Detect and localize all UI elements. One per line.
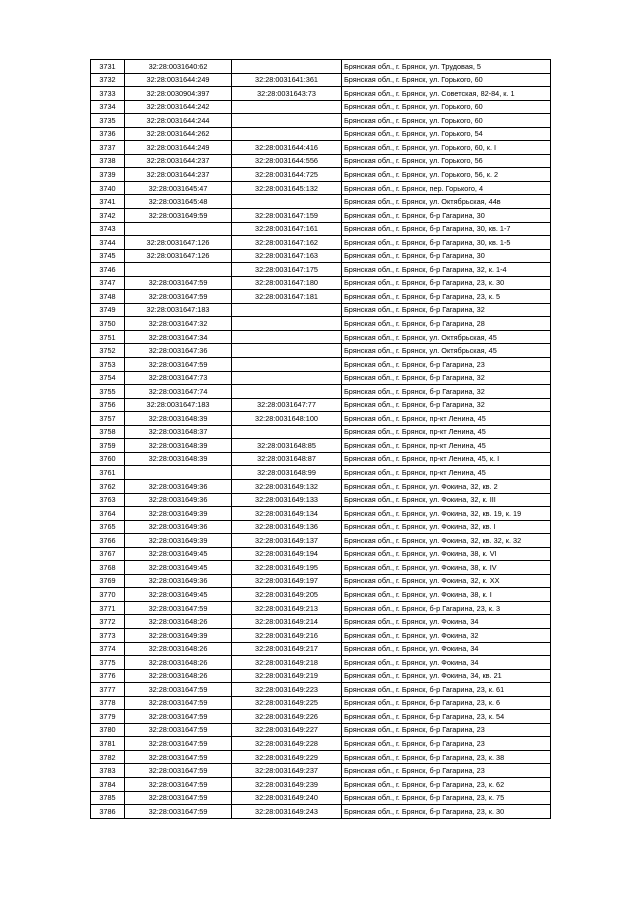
object-cadastral-number-cell	[232, 371, 342, 385]
parcel-cadastral-number-cell: 32:28:0031647:59	[125, 276, 232, 290]
table-row	[91, 73, 551, 87]
row-number-cell: 3765	[91, 520, 125, 534]
table-row	[91, 330, 551, 344]
object-cadastral-number-cell: 32:28:0031648:87	[232, 452, 342, 466]
address-cell: Брянская обл., г. Брянск, ул. Горького, 56	[342, 154, 551, 168]
address-cell: Брянская обл., г. Брянск, б-р Гагарина, 30, кв. 1-7	[342, 222, 551, 236]
address-cell: Брянская обл., г. Брянск, ул. Фокина, 32, к. XX	[342, 574, 551, 588]
row-number-cell: 3785	[91, 791, 125, 805]
parcel-cadastral-number-cell: 32:28:0031647:59	[125, 777, 232, 791]
row-number-cell: 3756	[91, 398, 125, 412]
object-cadastral-number-cell	[232, 127, 342, 141]
object-cadastral-number-cell: 32:28:0031649:136	[232, 520, 342, 534]
parcel-cadastral-number-cell: 32:28:0031648:26	[125, 669, 232, 683]
address-cell: Брянская обл., г. Брянск, б-р Гагарина, 23, к. 30	[342, 276, 551, 290]
row-number-cell: 3776	[91, 669, 125, 683]
parcel-cadastral-number-cell: 32:28:0031644:249	[125, 141, 232, 155]
parcel-cadastral-number-cell: 32:28:0031647:59	[125, 710, 232, 724]
parcel-cadastral-number-cell: 32:28:0031647:32	[125, 317, 232, 331]
row-number-cell: 3747	[91, 276, 125, 290]
parcel-cadastral-number-cell: 32:28:0031647:59	[125, 696, 232, 710]
address-cell: Брянская обл., г. Брянск, ул. Фокина, 34	[342, 615, 551, 629]
address-cell: Брянская обл., г. Брянск, б-р Гагарина, 23, к. 5	[342, 290, 551, 304]
row-number-cell: 3754	[91, 371, 125, 385]
parcel-cadastral-number-cell: 32:28:0030904:397	[125, 87, 232, 101]
row-number-cell: 3782	[91, 750, 125, 764]
object-cadastral-number-cell	[232, 100, 342, 114]
table-row	[91, 127, 551, 141]
parcel-cadastral-number-cell: 32:28:0031647:34	[125, 330, 232, 344]
table-row	[91, 805, 551, 819]
object-cadastral-number-cell: 32:28:0031649:237	[232, 764, 342, 778]
object-cadastral-number-cell: 32:28:0031645:132	[232, 181, 342, 195]
parcel-cadastral-number-cell: 32:28:0031647:126	[125, 236, 232, 250]
table-row	[91, 168, 551, 182]
row-number-cell: 3769	[91, 574, 125, 588]
table-row	[91, 236, 551, 250]
object-cadastral-number-cell: 32:28:0031649:217	[232, 642, 342, 656]
parcel-cadastral-number-cell: 32:28:0031644:237	[125, 168, 232, 182]
address-cell: Брянская обл., г. Брянск, б-р Гагарина, 23	[342, 737, 551, 751]
row-number-cell: 3761	[91, 466, 125, 480]
object-cadastral-number-cell: 32:28:0031649:137	[232, 534, 342, 548]
table-row	[91, 317, 551, 331]
object-cadastral-number-cell: 32:28:0031647:77	[232, 398, 342, 412]
table-row	[91, 737, 551, 751]
table-row	[91, 249, 551, 263]
parcel-cadastral-number-cell: 32:28:0031647:74	[125, 385, 232, 399]
address-cell: Брянская обл., г. Брянск, ул. Горького, 60	[342, 73, 551, 87]
parcel-cadastral-number-cell: 32:28:0031647:59	[125, 805, 232, 819]
object-cadastral-number-cell: 32:28:0031649:223	[232, 683, 342, 697]
address-cell: Брянская обл., г. Брянск, ул. Горького, 60	[342, 114, 551, 128]
table-row	[91, 425, 551, 439]
table-row	[91, 195, 551, 209]
object-cadastral-number-cell: 32:28:0031649:239	[232, 777, 342, 791]
object-cadastral-number-cell: 32:28:0031649:194	[232, 547, 342, 561]
table-row	[91, 628, 551, 642]
parcel-cadastral-number-cell: 32:28:0031649:59	[125, 209, 232, 223]
row-number-cell: 3750	[91, 317, 125, 331]
object-cadastral-number-cell	[232, 385, 342, 399]
object-cadastral-number-cell: 32:28:0031647:180	[232, 276, 342, 290]
parcel-cadastral-number-cell: 32:28:0031648:26	[125, 656, 232, 670]
parcel-cadastral-number-cell: 32:28:0031649:36	[125, 574, 232, 588]
object-cadastral-number-cell	[232, 60, 342, 74]
address-cell: Брянская обл., г. Брянск, пр-кт Ленина, 45	[342, 425, 551, 439]
table-row	[91, 520, 551, 534]
address-cell: Брянская обл., г. Брянск, б-р Гагарина, 23, к. 3	[342, 601, 551, 615]
table-row	[91, 750, 551, 764]
parcel-cadastral-number-cell: 32:28:0031647:183	[125, 398, 232, 412]
row-number-cell: 3783	[91, 764, 125, 778]
object-cadastral-number-cell: 32:28:0031647:161	[232, 222, 342, 236]
parcel-cadastral-number-cell: 32:28:0031649:36	[125, 479, 232, 493]
address-cell: Брянская обл., г. Брянск, б-р Гагарина, 23	[342, 764, 551, 778]
row-number-cell: 3758	[91, 425, 125, 439]
parcel-cadastral-number-cell: 32:28:0031647:59	[125, 737, 232, 751]
table-row	[91, 791, 551, 805]
address-cell: Брянская обл., г. Брянск, ул. Трудовая, 5	[342, 60, 551, 74]
table-row	[91, 398, 551, 412]
object-cadastral-number-cell: 32:28:0031649:132	[232, 479, 342, 493]
parcel-cadastral-number-cell: 32:28:0031644:262	[125, 127, 232, 141]
row-number-cell: 3781	[91, 737, 125, 751]
address-cell: Брянская обл., г. Брянск, б-р Гагарина, 32	[342, 385, 551, 399]
parcel-cadastral-number-cell: 32:28:0031644:242	[125, 100, 232, 114]
table-row	[91, 87, 551, 101]
row-number-cell: 3768	[91, 561, 125, 575]
address-cell: Брянская обл., г. Брянск, ул. Фокина, 38, к. IV	[342, 561, 551, 575]
parcel-cadastral-number-cell: 32:28:0031640:62	[125, 60, 232, 74]
row-number-cell: 3778	[91, 696, 125, 710]
object-cadastral-number-cell: 32:28:0031649:218	[232, 656, 342, 670]
address-cell: Брянская обл., г. Брянск, б-р Гагарина, 23, к. 75	[342, 791, 551, 805]
row-number-cell: 3742	[91, 209, 125, 223]
row-number-cell: 3746	[91, 263, 125, 277]
address-cell: Брянская обл., г. Брянск, б-р Гагарина, 30	[342, 249, 551, 263]
address-cell: Брянская обл., г. Брянск, ул. Фокина, 32, кв. I	[342, 520, 551, 534]
table-row	[91, 507, 551, 521]
object-cadastral-number-cell	[232, 330, 342, 344]
row-number-cell: 3731	[91, 60, 125, 74]
table-row	[91, 154, 551, 168]
parcel-cadastral-number-cell: 32:28:0031644:249	[125, 73, 232, 87]
parcel-cadastral-number-cell: 32:28:0031644:244	[125, 114, 232, 128]
object-cadastral-number-cell: 32:28:0031644:556	[232, 154, 342, 168]
address-cell: Брянская обл., г. Брянск, б-р Гагарина, 23	[342, 723, 551, 737]
object-cadastral-number-cell: 32:28:0031647:163	[232, 249, 342, 263]
parcel-cadastral-number-cell: 32:28:0031649:39	[125, 628, 232, 642]
parcel-cadastral-number-cell: 32:28:0031649:45	[125, 547, 232, 561]
table-row	[91, 114, 551, 128]
table-row	[91, 371, 551, 385]
address-cell: Брянская обл., г. Брянск, ул. Фокина, 32, к. III	[342, 493, 551, 507]
table-row	[91, 466, 551, 480]
object-cadastral-number-cell: 32:28:0031649:214	[232, 615, 342, 629]
address-cell: Брянская обл., г. Брянск, ул. Горького, 60, к. I	[342, 141, 551, 155]
object-cadastral-number-cell	[232, 195, 342, 209]
object-cadastral-number-cell: 32:28:0031649:216	[232, 628, 342, 642]
parcel-cadastral-number-cell: 32:28:0031648:39	[125, 439, 232, 453]
table-row	[91, 764, 551, 778]
object-cadastral-number-cell: 32:28:0031647:181	[232, 290, 342, 304]
row-number-cell: 3777	[91, 683, 125, 697]
table-row	[91, 588, 551, 602]
table-row	[91, 479, 551, 493]
table-row	[91, 209, 551, 223]
address-cell: Брянская обл., г. Брянск, ул. Фокина, 38, к. I	[342, 588, 551, 602]
parcel-cadastral-number-cell: 32:28:0031649:39	[125, 534, 232, 548]
table-row	[91, 669, 551, 683]
address-cell: Брянская обл., г. Брянск, ул. Фокина, 34	[342, 642, 551, 656]
object-cadastral-number-cell: 32:28:0031649:227	[232, 723, 342, 737]
row-number-cell: 3784	[91, 777, 125, 791]
address-cell: Брянская обл., г. Брянск, пр-кт Ленина, 45	[342, 466, 551, 480]
cadastre-table	[90, 59, 551, 819]
address-cell: Брянская обл., г. Брянск, б-р Гагарина, 32	[342, 398, 551, 412]
address-cell: Брянская обл., г. Брянск, б-р Гагарина, 32, к. 1-4	[342, 263, 551, 277]
row-number-cell: 3766	[91, 534, 125, 548]
address-cell: Брянская обл., г. Брянск, пр-кт Ленина, 45	[342, 439, 551, 453]
address-cell: Брянская обл., г. Брянск, б-р Гагарина, 23	[342, 358, 551, 372]
object-cadastral-number-cell: 32:28:0031649:134	[232, 507, 342, 521]
row-number-cell: 3772	[91, 615, 125, 629]
row-number-cell: 3739	[91, 168, 125, 182]
row-number-cell: 3749	[91, 303, 125, 317]
object-cadastral-number-cell: 32:28:0031649:226	[232, 710, 342, 724]
address-cell: Брянская обл., г. Брянск, ул. Фокина, 32	[342, 628, 551, 642]
address-cell: Брянская обл., г. Брянск, б-р Гагарина, 23, к. 38	[342, 750, 551, 764]
address-cell: Брянская обл., г. Брянск, б-р Гагарина, 23, к. 62	[342, 777, 551, 791]
object-cadastral-number-cell: 32:28:0031649:219	[232, 669, 342, 683]
parcel-cadastral-number-cell: 32:28:0031648:37	[125, 425, 232, 439]
table-row	[91, 547, 551, 561]
object-cadastral-number-cell: 32:28:0031649:243	[232, 805, 342, 819]
address-cell: Брянская обл., г. Брянск, б-р Гагарина, 23, к. 54	[342, 710, 551, 724]
table-row	[91, 642, 551, 656]
table-row	[91, 290, 551, 304]
table-row	[91, 683, 551, 697]
parcel-cadastral-number-cell: 32:28:0031648:26	[125, 615, 232, 629]
table-row	[91, 710, 551, 724]
parcel-cadastral-number-cell: 32:28:0031647:59	[125, 791, 232, 805]
address-cell: Брянская обл., г. Брянск, ул. Горького, 60	[342, 100, 551, 114]
parcel-cadastral-number-cell: 32:28:0031649:36	[125, 493, 232, 507]
parcel-cadastral-number-cell: 32:28:0031647:59	[125, 764, 232, 778]
table-row	[91, 344, 551, 358]
parcel-cadastral-number-cell: 32:28:0031647:36	[125, 344, 232, 358]
row-number-cell: 3751	[91, 330, 125, 344]
object-cadastral-number-cell: 32:28:0031649:195	[232, 561, 342, 575]
row-number-cell: 3760	[91, 452, 125, 466]
address-cell: Брянская обл., г. Брянск, ул. Фокина, 34	[342, 656, 551, 670]
row-number-cell: 3744	[91, 236, 125, 250]
parcel-cadastral-number-cell: 32:28:0031649:45	[125, 588, 232, 602]
table-row	[91, 222, 551, 236]
parcel-cadastral-number-cell	[125, 263, 232, 277]
address-cell: Брянская обл., г. Брянск, ул. Горького, 54	[342, 127, 551, 141]
address-cell: Брянская обл., г. Брянск, б-р Гагарина, 23, к. 30	[342, 805, 551, 819]
object-cadastral-number-cell	[232, 358, 342, 372]
row-number-cell: 3741	[91, 195, 125, 209]
address-cell: Брянская обл., г. Брянск, ул. Советская, 82-84, к. 1	[342, 87, 551, 101]
parcel-cadastral-number-cell: 32:28:0031649:36	[125, 520, 232, 534]
row-number-cell: 3743	[91, 222, 125, 236]
table-row	[91, 601, 551, 615]
table-row	[91, 358, 551, 372]
table-row	[91, 534, 551, 548]
object-cadastral-number-cell	[232, 425, 342, 439]
address-cell: Брянская обл., г. Брянск, ул. Октябрьская, 45	[342, 344, 551, 358]
parcel-cadastral-number-cell: 32:28:0031648:39	[125, 412, 232, 426]
row-number-cell: 3737	[91, 141, 125, 155]
object-cadastral-number-cell: 32:28:0031643:73	[232, 87, 342, 101]
table-row	[91, 100, 551, 114]
row-number-cell: 3786	[91, 805, 125, 819]
parcel-cadastral-number-cell: 32:28:0031647:73	[125, 371, 232, 385]
address-cell: Брянская обл., г. Брянск, ул. Октябрьская, 45	[342, 330, 551, 344]
row-number-cell: 3752	[91, 344, 125, 358]
address-cell: Брянская обл., г. Брянск, б-р Гагарина, 23, к. 6	[342, 696, 551, 710]
row-number-cell: 3753	[91, 358, 125, 372]
address-cell: Брянская обл., г. Брянск, б-р Гагарина, 30	[342, 209, 551, 223]
table-row	[91, 656, 551, 670]
table-row	[91, 181, 551, 195]
table-row	[91, 777, 551, 791]
address-cell: Брянская обл., г. Брянск, б-р Гагарина, 32	[342, 303, 551, 317]
parcel-cadastral-number-cell: 32:28:0031647:59	[125, 358, 232, 372]
address-cell: Брянская обл., г. Брянск, ул. Фокина, 32, кв. 19, к. 19	[342, 507, 551, 521]
cadastre-table-body	[91, 60, 551, 819]
parcel-cadastral-number-cell: 32:28:0031647:59	[125, 750, 232, 764]
address-cell: Брянская обл., г. Брянск, ул. Октябрьская, 44в	[342, 195, 551, 209]
address-cell: Брянская обл., г. Брянск, б-р Гагарина, 28	[342, 317, 551, 331]
row-number-cell: 3770	[91, 588, 125, 602]
object-cadastral-number-cell: 32:28:0031649:229	[232, 750, 342, 764]
row-number-cell: 3733	[91, 87, 125, 101]
object-cadastral-number-cell: 32:28:0031649:197	[232, 574, 342, 588]
object-cadastral-number-cell: 32:28:0031647:159	[232, 209, 342, 223]
parcel-cadastral-number-cell: 32:28:0031647:59	[125, 290, 232, 304]
table-row	[91, 439, 551, 453]
row-number-cell: 3762	[91, 479, 125, 493]
object-cadastral-number-cell: 32:28:0031644:416	[232, 141, 342, 155]
table-row	[91, 696, 551, 710]
row-number-cell: 3757	[91, 412, 125, 426]
row-number-cell: 3779	[91, 710, 125, 724]
table-row	[91, 452, 551, 466]
parcel-cadastral-number-cell: 32:28:0031648:39	[125, 452, 232, 466]
object-cadastral-number-cell	[232, 303, 342, 317]
object-cadastral-number-cell: 32:28:0031649:213	[232, 601, 342, 615]
object-cadastral-number-cell: 32:28:0031649:225	[232, 696, 342, 710]
row-number-cell: 3774	[91, 642, 125, 656]
address-cell: Брянская обл., г. Брянск, ул. Фокина, 32, кв. 32, к. 32	[342, 534, 551, 548]
table-row	[91, 615, 551, 629]
row-number-cell: 3763	[91, 493, 125, 507]
parcel-cadastral-number-cell	[125, 466, 232, 480]
table-row	[91, 276, 551, 290]
object-cadastral-number-cell: 32:28:0031641:361	[232, 73, 342, 87]
parcel-cadastral-number-cell: 32:28:0031647:126	[125, 249, 232, 263]
address-cell: Брянская обл., г. Брянск, б-р Гагарина, 32	[342, 371, 551, 385]
object-cadastral-number-cell	[232, 344, 342, 358]
row-number-cell: 3773	[91, 628, 125, 642]
row-number-cell: 3740	[91, 181, 125, 195]
parcel-cadastral-number-cell: 32:28:0031647:59	[125, 683, 232, 697]
object-cadastral-number-cell: 32:28:0031649:240	[232, 791, 342, 805]
object-cadastral-number-cell	[232, 114, 342, 128]
table-row	[91, 141, 551, 155]
row-number-cell: 3738	[91, 154, 125, 168]
object-cadastral-number-cell: 32:28:0031648:99	[232, 466, 342, 480]
row-number-cell: 3745	[91, 249, 125, 263]
parcel-cadastral-number-cell: 32:28:0031645:47	[125, 181, 232, 195]
address-cell: Брянская обл., г. Брянск, б-р Гагарина, 30, кв. 1-5	[342, 236, 551, 250]
object-cadastral-number-cell: 32:28:0031647:175	[232, 263, 342, 277]
table-row	[91, 385, 551, 399]
table-row	[91, 493, 551, 507]
row-number-cell: 3735	[91, 114, 125, 128]
table-row	[91, 303, 551, 317]
row-number-cell: 3732	[91, 73, 125, 87]
row-number-cell: 3734	[91, 100, 125, 114]
address-cell: Брянская обл., г. Брянск, ул. Фокина, 38, к. VI	[342, 547, 551, 561]
object-cadastral-number-cell: 32:28:0031649:133	[232, 493, 342, 507]
parcel-cadastral-number-cell: 32:28:0031647:59	[125, 723, 232, 737]
table-row	[91, 263, 551, 277]
table-row	[91, 561, 551, 575]
parcel-cadastral-number-cell: 32:28:0031647:183	[125, 303, 232, 317]
address-cell: Брянская обл., г. Брянск, ул. Фокина, 32, кв. 2	[342, 479, 551, 493]
object-cadastral-number-cell	[232, 317, 342, 331]
row-number-cell: 3771	[91, 601, 125, 615]
address-cell: Брянская обл., г. Брянск, ул. Горького, 56, к. 2	[342, 168, 551, 182]
parcel-cadastral-number-cell	[125, 222, 232, 236]
parcel-cadastral-number-cell: 32:28:0031648:26	[125, 642, 232, 656]
row-number-cell: 3759	[91, 439, 125, 453]
address-cell: Брянская обл., г. Брянск, ул. Фокина, 34, кв. 21	[342, 669, 551, 683]
table-row	[91, 412, 551, 426]
address-cell: Брянская обл., г. Брянск, б-р Гагарина, 23, к. 61	[342, 683, 551, 697]
row-number-cell: 3755	[91, 385, 125, 399]
row-number-cell: 3736	[91, 127, 125, 141]
object-cadastral-number-cell: 32:28:0031649:205	[232, 588, 342, 602]
document-page	[90, 59, 551, 819]
table-row	[91, 723, 551, 737]
object-cadastral-number-cell: 32:28:0031647:162	[232, 236, 342, 250]
parcel-cadastral-number-cell: 32:28:0031647:59	[125, 601, 232, 615]
parcel-cadastral-number-cell: 32:28:0031649:39	[125, 507, 232, 521]
parcel-cadastral-number-cell: 32:28:0031649:45	[125, 561, 232, 575]
table-row	[91, 574, 551, 588]
row-number-cell: 3780	[91, 723, 125, 737]
object-cadastral-number-cell: 32:28:0031648:100	[232, 412, 342, 426]
row-number-cell: 3767	[91, 547, 125, 561]
row-number-cell: 3775	[91, 656, 125, 670]
parcel-cadastral-number-cell: 32:28:0031645:48	[125, 195, 232, 209]
row-number-cell: 3748	[91, 290, 125, 304]
address-cell: Брянская обл., г. Брянск, пр-кт Ленина, 45, к. I	[342, 452, 551, 466]
address-cell: Брянская обл., г. Брянск, пер. Горького, 4	[342, 181, 551, 195]
address-cell: Брянская обл., г. Брянск, пр-кт Ленина, 45	[342, 412, 551, 426]
object-cadastral-number-cell: 32:28:0031648:85	[232, 439, 342, 453]
table-row	[91, 60, 551, 74]
parcel-cadastral-number-cell: 32:28:0031644:237	[125, 154, 232, 168]
object-cadastral-number-cell: 32:28:0031644:725	[232, 168, 342, 182]
row-number-cell: 3764	[91, 507, 125, 521]
object-cadastral-number-cell: 32:28:0031649:228	[232, 737, 342, 751]
